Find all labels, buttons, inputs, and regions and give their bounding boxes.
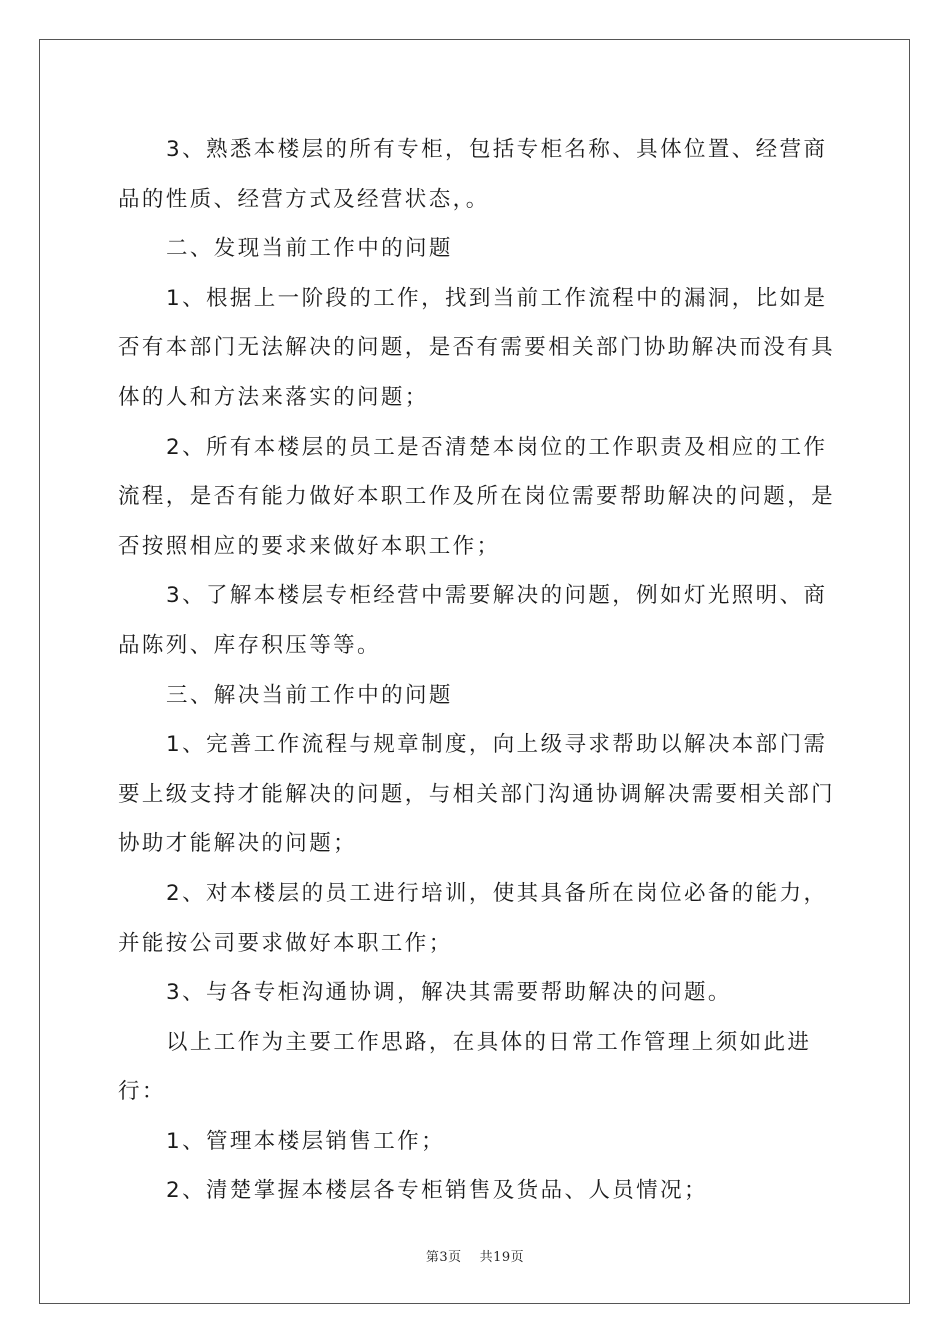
section-heading: 三、解决当前工作中的问题: [166, 682, 453, 708]
page-total: 共19页: [479, 1250, 525, 1265]
paragraph: 3、了解本楼层专柜经营中需要解决的问题，例如灯光照明、商品陈列、库存积压等等。: [118, 583, 828, 658]
paragraph: 3、与各专柜沟通协调，解决其需要帮助解决的问题。: [166, 980, 732, 1006]
document-body: [118, 125, 838, 1216]
paragraph: 1、完善工作流程与规章制度，向上级寻求帮助以解决本部门需要上级支持才能解决的问题，与相关部门沟通协调解决需要相关部门协助才能解决的问题；: [118, 732, 836, 857]
paragraph: 2、对本楼层的员工进行培训，使其具备所在岗位必备的能力，并能按公司要求做好本职工作；: [118, 880, 828, 956]
paragraph: 2、所有本楼层的员工是否清楚本岗位的工作职责及相应的工作流程，是否有能力做好本职工作及所在岗位需要帮助解决的问题，是否按照相应的要求来做好本职工作；: [118, 434, 836, 559]
paragraph: 2、清楚掌握本楼层各专柜销售及货品、人员情况；: [166, 1178, 708, 1204]
paragraph: 1、根据上一阶段的工作，找到当前工作流程中的漏洞，比如是否有本部门无法解决的问题，是否有需要相关部门协助解决而没有具体的人和方法来落实的问题；: [118, 285, 836, 410]
page-footer: [0, 1246, 950, 1265]
page-number: 第3页: [425, 1250, 462, 1265]
section-heading: 二、发现当前工作中的问题: [166, 236, 453, 262]
paragraph: 3、熟悉本楼层的所有专柜，包括专柜名称、具体位置、经营商品的性质、经营方式及经营状态，。: [118, 137, 828, 212]
paragraph: 1、管理本楼层销售工作；: [166, 1128, 445, 1154]
paragraph: 以上工作为主要工作思路，在具体的日常工作管理上须如此进行：: [118, 1029, 812, 1105]
